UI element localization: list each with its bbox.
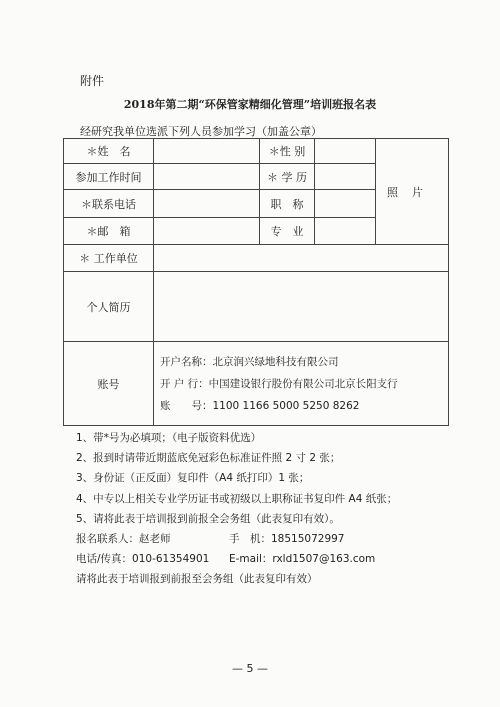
gender-label: ＊性 别 <box>260 139 315 164</box>
employer-field[interactable] <box>154 245 449 272</box>
resume-field[interactable] <box>154 272 449 342</box>
note-item: 2、报到时请带近期蓝底免冠彩色标准证件照 2 寸 2 张； <box>76 452 341 465</box>
account-label: 账号 <box>64 342 154 426</box>
contact-mobile: 手 机：18515072997 <box>229 533 345 546</box>
bank-payee: 开户名称：北京润兴绿地科技有限公司 <box>160 355 339 368</box>
name-label: ＊姓 名 <box>64 139 154 164</box>
note-item: 1、带*号为必填项；（电子版资料优选） <box>76 432 262 444</box>
job-title-label: 职 称 <box>260 190 315 218</box>
employer-label: ＊ 工作单位 <box>64 245 154 272</box>
page-number: — 5 — <box>232 662 268 675</box>
phone-field[interactable] <box>154 190 260 218</box>
contact-row <box>76 529 397 549</box>
note-item: 4、中专以上相关专业学历证书或初级以上职称证书复印件 A4 纸张； <box>76 492 398 505</box>
attachment-label: 附件 <box>80 74 105 88</box>
bank-name: 开 户 行：中国建设银行股份有限公司北京长阳支行 <box>160 377 398 390</box>
gender-field[interactable] <box>315 139 376 164</box>
contact-row <box>76 549 397 569</box>
footer-note: 请将此表于培训报到前报至会务组（此表复印有效） <box>76 573 318 586</box>
work-time-field[interactable] <box>154 164 260 190</box>
major-field[interactable] <box>315 218 376 245</box>
resume-label: 个人简历 <box>64 272 154 342</box>
phone-label: ＊联系电话 <box>64 190 154 218</box>
contact-tel: 电话/传真：010-61354901 <box>76 553 210 566</box>
contact-person: 报名联系人：赵老师 <box>76 533 171 546</box>
note-item: 3、身份证（正反面）复印件（A4 纸打印）1 张； <box>76 472 310 485</box>
email-label: ＊邮 箱 <box>64 218 154 245</box>
registration-form <box>63 138 449 426</box>
major-label: 专 业 <box>260 218 315 245</box>
job-title-field[interactable] <box>315 190 376 218</box>
education-label: ＊ 学 历 <box>260 164 315 190</box>
notes-section <box>76 428 397 590</box>
email-field[interactable] <box>154 218 260 245</box>
photo-cell <box>376 139 449 245</box>
education-field[interactable] <box>315 164 376 190</box>
note-item: 5、请将此表于培训报到前报全会务组（此表复印有效）。 <box>76 512 340 525</box>
name-field[interactable] <box>154 139 260 164</box>
contact-email: E-mail：rxld1507@163.com <box>229 553 376 566</box>
bank-account-number: 账 号：1100 1166 5000 5250 8262 <box>160 399 360 412</box>
work-time-label: 参加工作时间 <box>64 164 154 190</box>
bank-details <box>154 342 449 426</box>
intro-text: 经研究我单位选派下列人员参加学习（加盖公章） <box>80 125 322 138</box>
photo-label: 照片 <box>387 185 437 199</box>
page-title: 2018年第二期“环保管家精细化管理”培训班报名表 <box>123 98 377 111</box>
